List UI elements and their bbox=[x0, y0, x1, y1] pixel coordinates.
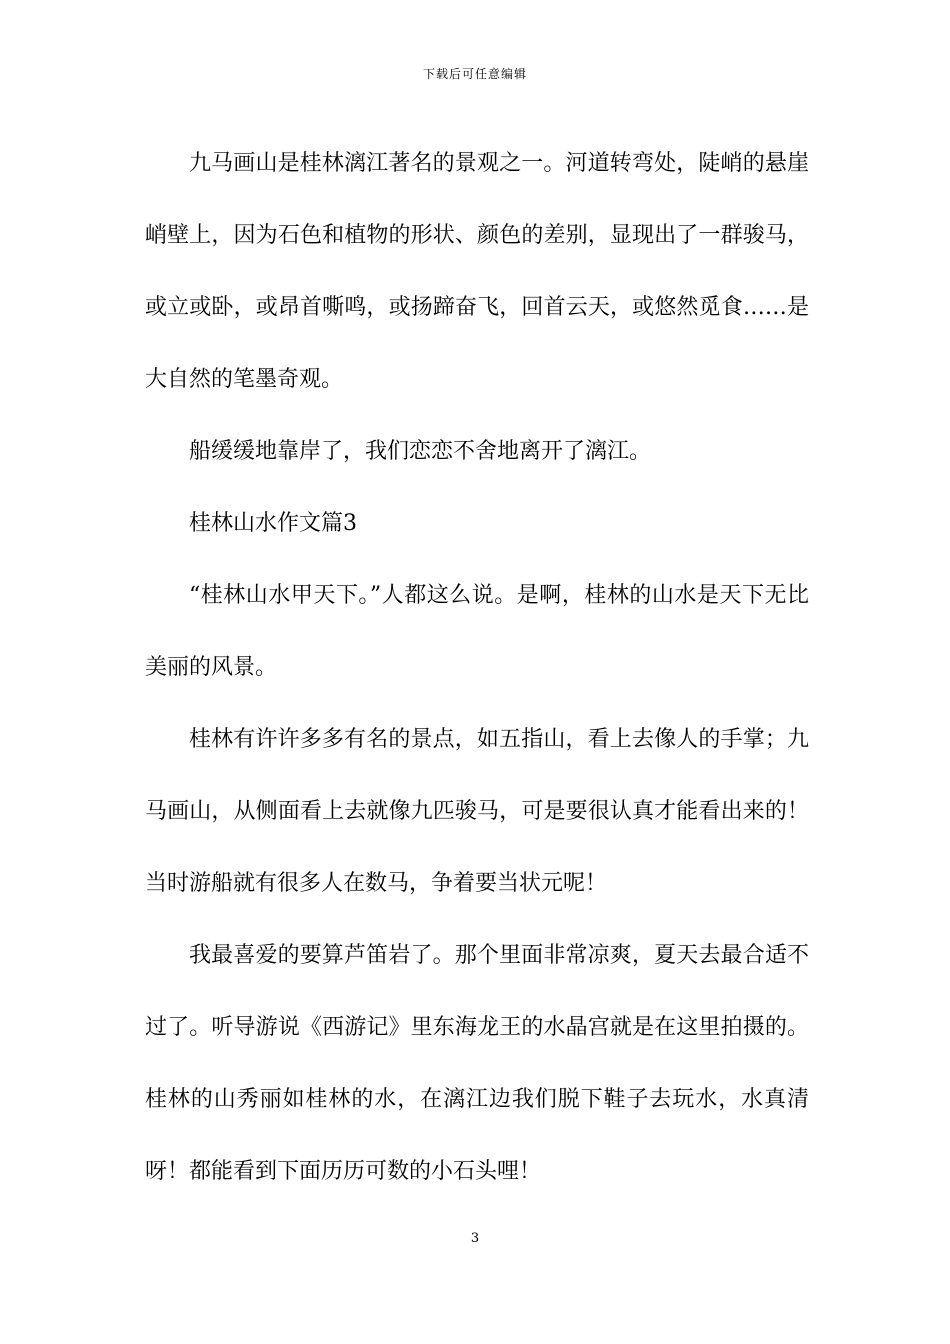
paragraph-reed-flute-cave: 我最喜爱的要算芦笛岩了。那个里面非常凉爽，夏天去最合适不过了。听导游说《西游记》里东海龙王的水晶宫就是在这里拍摄的。桂林的山秀丽如桂林的水，在漓江边我们脱下鞋子去玩水，水真清呀！都能看到下面历历可数的小石头哩！ bbox=[145, 943, 809, 1184]
paragraph-jiuma-painted-hill: 九马画山是桂林漓江著名的景观之一。河道转弯处，陡峭的悬崖峭壁上，因为石色和植物的形状、颜色的差别，显现出了一群骏马，或立或卧，或昂首嘶鸣，或扬蹄奋飞，回首云天，或悠然觅食……是大自然的笔墨奇观。 bbox=[145, 151, 809, 392]
document-body bbox=[145, 128, 809, 1208]
paragraph-leaving-lijiang: 船缓缓地靠岸了，我们恋恋不舍地离开了漓江。 bbox=[189, 439, 652, 464]
page-number: 3 bbox=[470, 1231, 480, 1246]
paragraph-intro-quote: “桂林山水甲天下。”人都这么说。是啊，桂林的山水是天下无比美丽的风景。 bbox=[145, 583, 809, 680]
essay-title: 桂林山水作文篇3 bbox=[189, 511, 357, 536]
paragraph-famous-sights: 桂林有许许多多有名的景点，如五指山，看上去像人的手掌；九马画山，从侧面看上去就像九匹骏马，可是要很认真才能看出来的！当时游船就有很多人在数马，争着要当状元呢！ bbox=[145, 727, 809, 896]
page-header: 下载后可任意编辑 bbox=[422, 67, 527, 81]
